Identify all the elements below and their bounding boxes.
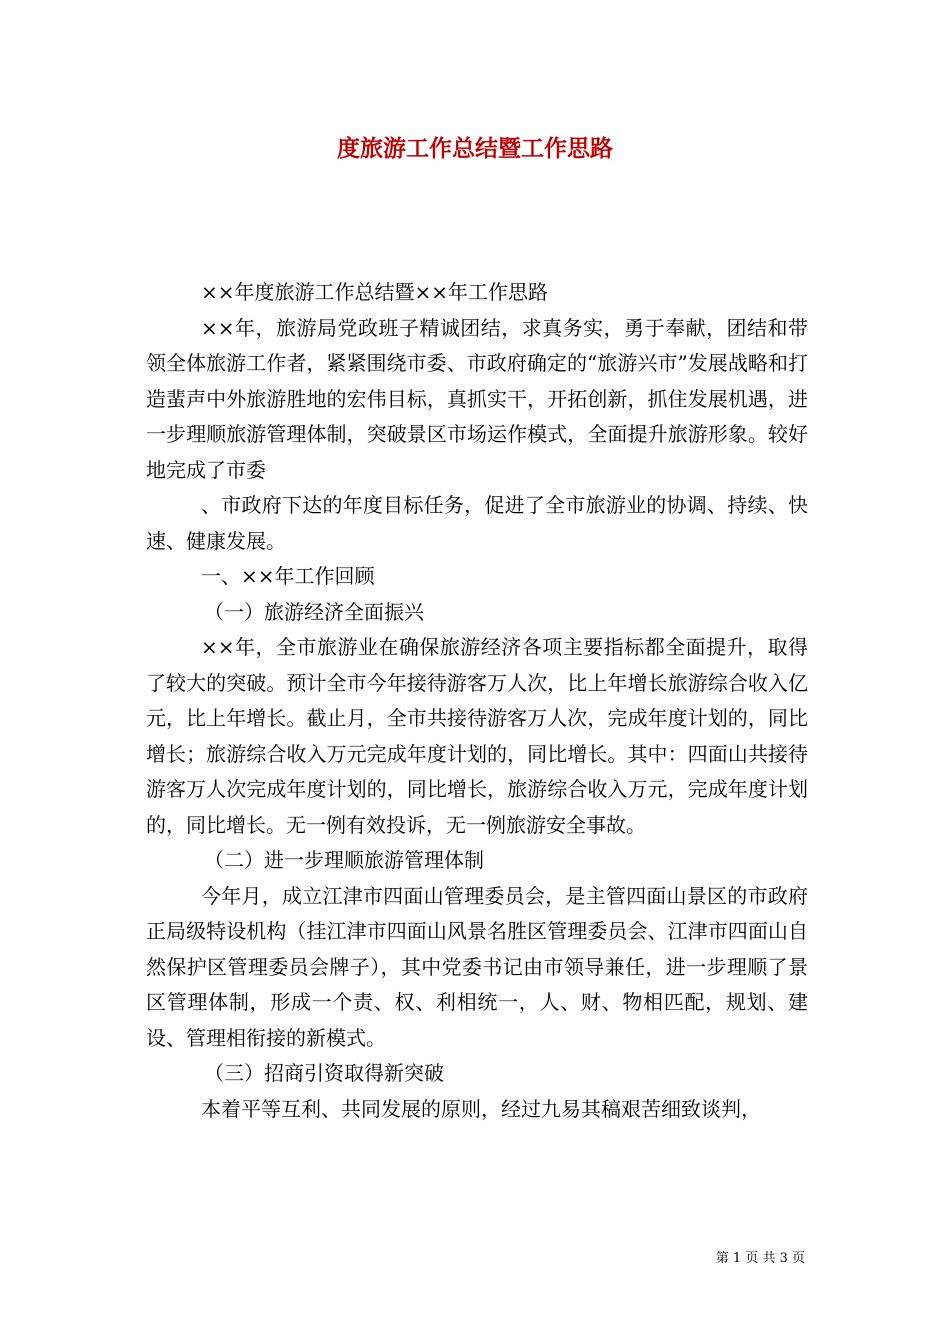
section-heading-review: 一、××年工作回顾 bbox=[201, 564, 375, 588]
paragraph-economy: ××年，全市旅游业在确保旅游经济各项主要指标都全面提升，取得了较大的突破。预计全市今年接待游客万人次，比上年增长旅游综合收入亿元，比上年增长。截止月，全市共接待游客万人次，完成年度计划的，同比增长；旅游综合收入万元完成年度计划的，同比增长。其中：四面山共接待游客万人次完成年度计划的，同比增长，旅游综合收入万元，完成年度计划的，同比增长。无一例有效投诉，无一例旅游安全事故。 bbox=[146, 635, 808, 837]
document-body bbox=[146, 275, 808, 1127]
paragraph-intro: ××年，旅游局党政班子精诚团结，求真务实，勇于奉献，团结和带领全体旅游工作者，紧紧围绕市委、市政府确定的“旅游兴市”发展战略和打造蜚声中外旅游胜地的宏伟目标，真抓实干，开拓创新，抓住发展机遇，进一步理顺旅游管理体制，突破景区市场运作模式，全面提升旅游形象。较好地完成了市委 bbox=[146, 315, 808, 482]
paragraph-investment: 本着平等互利、共同发展的原则，经过九易其稿艰苦细致谈判， bbox=[201, 1096, 761, 1121]
paragraph-management: 今年月，成立江津市四面山管理委员会，是主管四面山景区的市政府正局级特设机构（挂江津市四面山风景名胜区管理委员会、江津市四面山自然保护区管理委员会牌子），其中党委书记由市领导兼任，进一步理顺了景区管理体制，形成一个责、权、利相统一，人、财、物相匹配，规划、建设、管理相衔接的新模式。 bbox=[146, 883, 808, 1050]
page-number: 第 1 页 共 3 页 bbox=[715, 1251, 805, 1266]
subsection-heading-economy: （一）旅游经济全面振兴 bbox=[204, 599, 424, 624]
page-title: 度旅游工作总结暨工作思路 bbox=[337, 135, 613, 162]
paragraph-intro-continued: 、市政府下达的年度目标任务，促进了全市旅游业的协调、持续、快速、健康发展。 bbox=[146, 493, 808, 553]
subsection-heading-investment: （三）招商引资取得新突破 bbox=[204, 1061, 444, 1085]
subsection-heading-management: （二）进一步理顺旅游管理体制 bbox=[204, 848, 484, 872]
paragraph-heading: ××年度旅游工作总结暨××年工作思路 bbox=[201, 280, 549, 304]
